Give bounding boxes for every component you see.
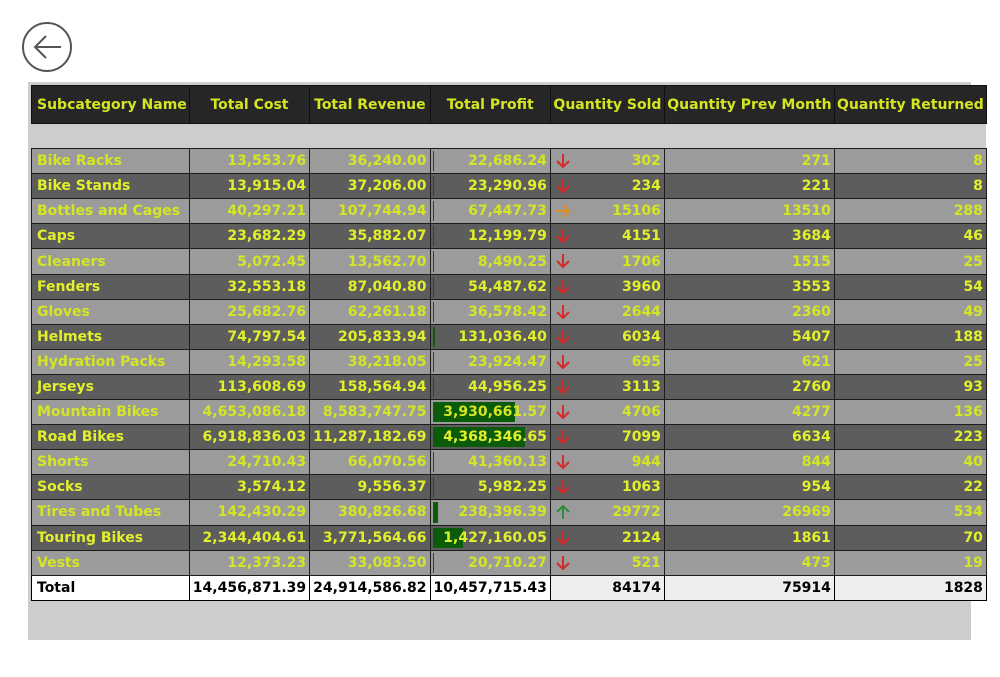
total-cost-cell: 74,797.54 (189, 324, 309, 349)
quantity-prev-month-cell: 271 (664, 149, 834, 174)
total-revenue-cell: 107,744.94 (310, 199, 430, 224)
profit-data-bar (433, 277, 434, 297)
total-cost-cell: 23,682.29 (189, 224, 309, 249)
total-profit-value: 23,290.96 (468, 178, 547, 195)
quantity-sold-cell (550, 400, 664, 425)
total-revenue-cell: 158,564.94 (310, 374, 430, 399)
table-row[interactable] (32, 174, 987, 199)
quantity-prev-month-cell: 5407 (664, 324, 834, 349)
total-revenue-cell: 3,771,564.66 (310, 525, 430, 550)
quantity-prev-month-cell: 473 (664, 550, 834, 575)
quantity-sold-value: 302 (631, 153, 661, 170)
total-profit-value: 44,956.25 (468, 378, 547, 395)
quantity-returned-cell: 93 (834, 374, 986, 399)
arrow-down-icon (554, 227, 572, 245)
table-row[interactable] (32, 224, 987, 249)
column-header-total-cost[interactable]: Total Cost (189, 86, 309, 124)
subcategory-name-cell: Bike Stands (32, 174, 190, 199)
subcategory-name-cell: Jerseys (32, 374, 190, 399)
quantity-sold-value: 7099 (621, 429, 661, 446)
profit-data-bar (433, 176, 434, 196)
quantity-returned-cell: 534 (834, 500, 986, 525)
arrow-left-icon (24, 24, 70, 70)
total-cost-cell: 6,918,836.03 (189, 425, 309, 450)
quantity-sold-value: 1706 (621, 253, 661, 270)
table-row[interactable] (32, 500, 987, 525)
quantity-prev-month-cell: 621 (664, 349, 834, 374)
quantity-sold-cell (550, 324, 664, 349)
total-cost-cell: 142,430.29 (189, 500, 309, 525)
total-revenue-cell: 380,826.68 (310, 500, 430, 525)
total-profit-cell (430, 149, 550, 174)
profit-data-bar (433, 151, 434, 171)
arrow-down-icon (554, 428, 572, 446)
arrow-down-icon (554, 453, 572, 471)
total-profit-cell (430, 374, 550, 399)
quantity-returned-cell: 288 (834, 199, 986, 224)
total-profit-value: 131,036.40 (458, 328, 547, 345)
quantity-prev-month-cell: 3684 (664, 224, 834, 249)
arrow-down-icon (554, 529, 572, 547)
table-row[interactable] (32, 349, 987, 374)
quantity-prev-month-cell: 2760 (664, 374, 834, 399)
quantity-sold-cell (550, 299, 664, 324)
subcategory-name-cell: Caps (32, 224, 190, 249)
quantity-sold-value: 1063 (621, 479, 661, 496)
subcategory-name-cell: Tires and Tubes (32, 500, 190, 525)
total-profit-cell (430, 324, 550, 349)
arrow-down-icon (554, 353, 572, 371)
column-header-total-revenue[interactable]: Total Revenue (310, 86, 430, 124)
quantity-sold-cell (550, 550, 664, 575)
total-revenue-cell: 9,556.37 (310, 475, 430, 500)
total-profit-value: 3,930,661.57 (443, 404, 547, 421)
total-profit-cell (430, 550, 550, 575)
quantity-returned-cell: 40 (834, 450, 986, 475)
quantity-sold-value: 521 (631, 554, 661, 571)
quantity-sold-value: 4706 (621, 404, 661, 421)
total-revenue-cell: 62,261.18 (310, 299, 430, 324)
quantity-sold-value: 2124 (621, 529, 661, 546)
table-row[interactable] (32, 450, 987, 475)
profit-data-bar (433, 377, 434, 397)
total-quantity-prev-month-cell: 75914 (664, 575, 834, 600)
quantity-prev-month-cell: 1861 (664, 525, 834, 550)
total-profit-cell (430, 299, 550, 324)
quantity-returned-cell: 25 (834, 249, 986, 274)
quantity-sold-value: 29772 (612, 504, 661, 521)
column-header-quantity-prev-month[interactable]: Quantity Prev Month (664, 86, 834, 124)
quantity-sold-value: 6034 (621, 328, 661, 345)
table-row[interactable] (32, 249, 987, 274)
column-header-subcategory-name[interactable]: Subcategory Name (32, 86, 190, 124)
quantity-sold-cell (550, 525, 664, 550)
total-profit-value: 36,578.42 (468, 303, 547, 320)
quantity-sold-value: 944 (631, 454, 661, 471)
table-row[interactable] (32, 550, 987, 575)
table-row[interactable] (32, 400, 987, 425)
subcategory-name-cell: Vests (32, 550, 190, 575)
total-profit-value: 22,686.24 (468, 153, 547, 170)
quantity-prev-month-cell: 3553 (664, 274, 834, 299)
table-row[interactable] (32, 149, 987, 174)
total-revenue-cell: 87,040.80 (310, 274, 430, 299)
total-cost-cell: 12,373.23 (189, 550, 309, 575)
subcategory-name-cell: Mountain Bikes (32, 400, 190, 425)
total-cost-cell: 14,293.58 (189, 349, 309, 374)
total-cost-cell: 5,072.45 (189, 249, 309, 274)
total-cost-cell: 3,574.12 (189, 475, 309, 500)
subcategory-name-cell: Bottles and Cages (32, 199, 190, 224)
subcategory-matrix-table (31, 85, 987, 601)
subcategory-name-cell: Socks (32, 475, 190, 500)
total-profit-value: 4,368,346.65 (443, 429, 547, 446)
arrow-right-icon (554, 202, 572, 220)
arrow-down-icon (554, 252, 572, 270)
table-row[interactable] (32, 425, 987, 450)
total-profit-cell: 10,457,715.43 (430, 575, 550, 600)
subcategory-name-cell: Touring Bikes (32, 525, 190, 550)
total-profit-cell (430, 199, 550, 224)
total-cost-cell: 13,915.04 (189, 174, 309, 199)
subcategory-name-cell: Helmets (32, 324, 190, 349)
column-header-total-profit[interactable]: Total Profit (430, 86, 550, 124)
subcategory-name-cell: Gloves (32, 299, 190, 324)
total-profit-cell (430, 475, 550, 500)
column-header-quantity-returned[interactable]: Quantity Returned (834, 86, 986, 124)
quantity-prev-month-cell: 4277 (664, 400, 834, 425)
total-label: Total (32, 575, 190, 600)
arrow-down-icon (554, 303, 572, 321)
quantity-sold-cell (550, 199, 664, 224)
quantity-sold-cell (550, 450, 664, 475)
total-revenue-cell: 38,218.05 (310, 349, 430, 374)
quantity-returned-cell: 54 (834, 274, 986, 299)
quantity-prev-month-cell: 26969 (664, 500, 834, 525)
quantity-sold-value: 15106 (612, 203, 661, 220)
total-revenue-cell: 35,882.07 (310, 224, 430, 249)
quantity-sold-cell (550, 249, 664, 274)
quantity-returned-cell: 22 (834, 475, 986, 500)
total-cost-cell: 113,608.69 (189, 374, 309, 399)
quantity-sold-cell (550, 174, 664, 199)
quantity-prev-month-cell: 2360 (664, 299, 834, 324)
arrow-down-icon (554, 152, 572, 170)
total-revenue-cell: 37,206.00 (310, 174, 430, 199)
total-profit-cell (430, 500, 550, 525)
quantity-prev-month-cell: 13510 (664, 199, 834, 224)
table-row[interactable] (32, 299, 987, 324)
profit-data-bar (433, 327, 436, 347)
total-profit-value: 238,396.39 (458, 504, 547, 521)
total-revenue-cell: 13,562.70 (310, 249, 430, 274)
total-cost-cell: 32,553.18 (189, 274, 309, 299)
table-row[interactable] (32, 475, 987, 500)
total-profit-cell (430, 249, 550, 274)
total-cost-cell: 14,456,871.39 (189, 575, 309, 600)
total-profit-cell (430, 400, 550, 425)
profit-data-bar (433, 201, 434, 221)
quantity-returned-cell: 70 (834, 525, 986, 550)
quantity-prev-month-cell: 954 (664, 475, 834, 500)
arrow-down-icon (554, 478, 572, 496)
quantity-returned-cell: 46 (834, 224, 986, 249)
table-row[interactable] (32, 199, 987, 224)
profit-data-bar (433, 302, 434, 322)
total-revenue-cell: 33,083.50 (310, 550, 430, 575)
table-row[interactable] (32, 525, 987, 550)
arrow-up-icon (554, 503, 572, 521)
arrow-down-icon (554, 328, 572, 346)
quantity-returned-cell: 223 (834, 425, 986, 450)
quantity-sold-cell (550, 475, 664, 500)
total-row (32, 575, 987, 600)
back-button[interactable] (22, 22, 72, 72)
total-profit-cell (430, 274, 550, 299)
total-quantity-returned-cell: 1828 (834, 575, 986, 600)
column-header-quantity-sold[interactable]: Quantity Sold (550, 86, 664, 124)
arrow-down-icon (554, 378, 572, 396)
total-revenue-cell: 66,070.56 (310, 450, 430, 475)
profit-data-bar (433, 452, 434, 472)
total-revenue-cell: 24,914,586.82 (310, 575, 430, 600)
quantity-sold-value: 695 (631, 353, 661, 370)
quantity-sold-value: 3113 (621, 378, 661, 395)
total-profit-value: 20,710.27 (468, 554, 547, 571)
total-profit-cell (430, 174, 550, 199)
total-profit-value: 41,360.13 (468, 454, 547, 471)
quantity-sold-cell (550, 274, 664, 299)
quantity-returned-cell: 8 (834, 174, 986, 199)
quantity-sold-cell (550, 149, 664, 174)
total-profit-value: 12,199.79 (468, 228, 547, 245)
subcategory-name-cell: Fenders (32, 274, 190, 299)
total-profit-value: 5,982.25 (477, 479, 547, 496)
arrow-down-icon (554, 278, 572, 296)
quantity-sold-value: 2644 (621, 303, 661, 320)
header-row (32, 86, 987, 124)
profit-data-bar (433, 352, 434, 372)
quantity-sold-cell (550, 500, 664, 525)
quantity-sold-value: 4151 (621, 228, 661, 245)
total-profit-cell (430, 450, 550, 475)
total-profit-cell (430, 224, 550, 249)
quantity-returned-cell: 8 (834, 149, 986, 174)
quantity-returned-cell: 136 (834, 400, 986, 425)
subcategory-name-cell: Road Bikes (32, 425, 190, 450)
total-profit-cell (430, 525, 550, 550)
total-quantity-sold-cell: 84174 (550, 575, 664, 600)
quantity-sold-cell (550, 224, 664, 249)
table-row[interactable] (32, 274, 987, 299)
total-revenue-cell: 8,583,747.75 (310, 400, 430, 425)
total-cost-cell: 40,297.21 (189, 199, 309, 224)
quantity-sold-cell (550, 425, 664, 450)
subcategory-name-cell: Bike Racks (32, 149, 190, 174)
total-cost-cell: 4,653,086.18 (189, 400, 309, 425)
quantity-prev-month-cell: 1515 (664, 249, 834, 274)
total-profit-value: 23,924.47 (468, 353, 547, 370)
total-cost-cell: 24,710.43 (189, 450, 309, 475)
quantity-prev-month-cell: 844 (664, 450, 834, 475)
total-profit-value: 8,490.25 (477, 253, 547, 270)
subcategory-name-cell: Hydration Packs (32, 349, 190, 374)
table-row[interactable] (32, 324, 987, 349)
total-profit-value: 1,427,160.05 (443, 529, 547, 546)
quantity-sold-cell (550, 374, 664, 399)
subcategory-name-cell: Shorts (32, 450, 190, 475)
arrow-down-icon (554, 554, 572, 572)
subcategory-name-cell: Cleaners (32, 249, 190, 274)
total-cost-cell: 2,344,404.61 (189, 525, 309, 550)
arrow-down-icon (554, 403, 572, 421)
quantity-sold-value: 3960 (621, 278, 661, 295)
quantity-prev-month-cell: 6634 (664, 425, 834, 450)
profit-data-bar (433, 502, 438, 522)
total-profit-cell (430, 349, 550, 374)
total-profit-value: 54,487.62 (468, 278, 547, 295)
quantity-sold-cell (550, 349, 664, 374)
table-row[interactable] (32, 374, 987, 399)
total-revenue-cell: 11,287,182.69 (310, 425, 430, 450)
total-profit-value: 67,447.73 (468, 203, 547, 220)
quantity-returned-cell: 19 (834, 550, 986, 575)
total-revenue-cell: 205,833.94 (310, 324, 430, 349)
quantity-prev-month-cell: 221 (664, 174, 834, 199)
quantity-sold-value: 234 (631, 178, 661, 195)
arrow-down-icon (554, 177, 572, 195)
quantity-returned-cell: 49 (834, 299, 986, 324)
total-profit-cell (430, 425, 550, 450)
quantity-returned-cell: 188 (834, 324, 986, 349)
total-cost-cell: 25,682.76 (189, 299, 309, 324)
total-revenue-cell: 36,240.00 (310, 149, 430, 174)
total-cost-cell: 13,553.76 (189, 149, 309, 174)
quantity-returned-cell: 25 (834, 349, 986, 374)
